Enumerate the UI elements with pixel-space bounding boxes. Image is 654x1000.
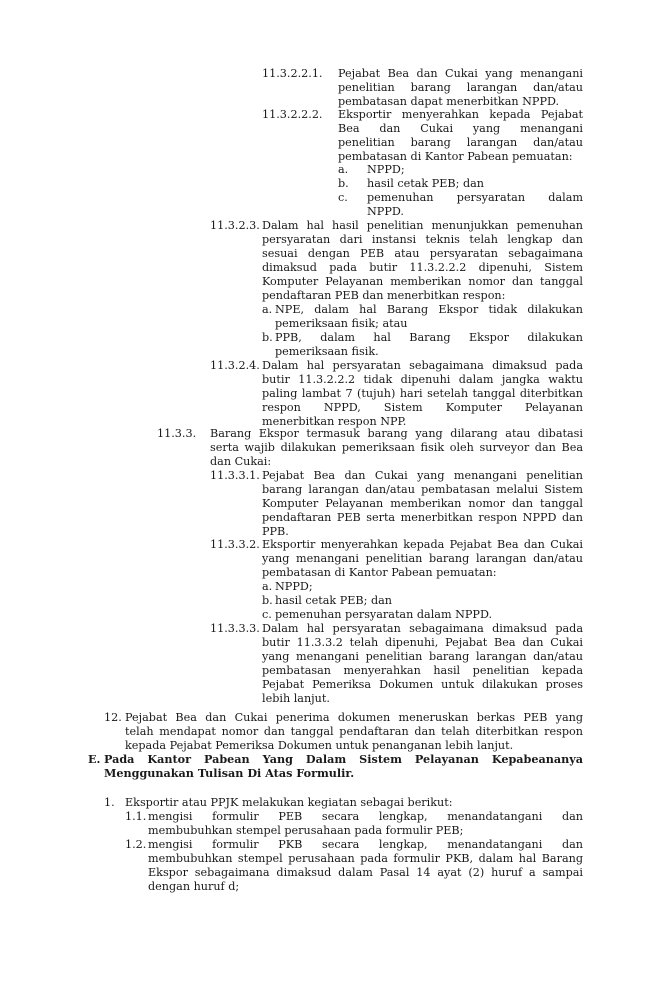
text-line: membubuhkan stempel perusahaan pada formulir PKB, dalam hal Barang [148,851,583,865]
item-number: 1. [104,796,115,809]
text-line: menerbitkan respon NPP. [262,414,407,428]
item-number: a. [262,580,273,593]
text-line: respon NPPD, Sistem Komputer Pelayanan [262,400,583,414]
item-number: 1.2. [125,838,147,851]
text-line: Dalam hal persyaratan sebagaimana dimaksud pada [262,359,583,372]
item-number: b. [338,177,349,190]
text-line: pembatasan di Kantor Pabean pemuatan: [338,149,573,163]
item-number: a. [262,303,273,316]
item-text [125,796,583,810]
text-line: penelitian barang larangan dan/atau [338,80,583,94]
item-text [210,427,583,469]
item-text [104,753,583,781]
item-number: c. [338,191,348,204]
item-number: 11.3.3.2. [210,538,260,551]
text-line: pendaftaran PEB dan menerbitkan respon: [262,288,506,302]
item-number: 11.3.2.2.2. [262,108,323,121]
text-line: yang menangani penelitian barang larangan dan/atau [262,551,583,565]
text-line: telah mendapat nomor dan tanggal pendaftaran dan telah diterbitkan respon [125,724,583,738]
text-line: kepada Pejabat Pemeriksa Dokumen untuk penanganan lebih lanjut. [125,738,514,752]
text-line: pendaftaran PEB serta menerbitkan respon NPPD dan [262,510,583,524]
text-line: dan Cukai: [210,454,272,468]
item-number: 1.1. [125,810,147,823]
item-text [262,538,583,580]
text-line: pembatasan menyerahkan hasil penelitian kepada [262,663,583,677]
text-line: hasil cetak PEB; dan [275,594,392,607]
text-line: sesuai dengan PEB atau persyaratan sebagaimana [262,246,583,260]
text-line: lebih lanjut. [262,691,330,705]
item-number: b. [262,594,273,607]
item-text [262,469,583,539]
item-text [275,580,583,594]
text-line: Ekspor sebagaimana dimaksud dalam Pasal 14 ayat (2) huruf a sampai [148,865,583,879]
text-line: pembatasan di Kantor Pabean pemuatan: [262,565,497,579]
text-line: serta wajib dilakukan pemeriksaan fisik oleh surveyor dan Bea [210,440,583,454]
text-line: Pejabat Bea dan Cukai yang menangani penelitian [262,469,583,482]
text-line: pemenuhan persyaratan dalam NPPD. [275,608,493,621]
text-line: Dalam hal persyaratan sebagaimana dimaksud pada [262,622,583,635]
text-line: Eksportir menyerahkan kepada Pejabat Bea dan Cukai [262,538,583,551]
item-text [262,622,583,705]
text-line: butir 11.3.3.2 telah dipenuhi, Pejabat Bea dan Cukai [262,635,583,649]
text-line: dengan huruf d; [148,879,240,893]
text-line: penelitian barang larangan dan/atau [338,135,583,149]
text-line: paling lambat 7 (tujuh) hari setelah tanggal diterbitkan [262,386,583,400]
text-line: persyaratan dari instansi teknis telah lengkap dan [262,232,583,246]
text-line: PPB, dalam hal Barang Ekspor dilakukan [275,331,583,344]
item-number: E. [88,752,101,766]
text-line: hasil cetak PEB; dan [367,177,484,190]
text-line: barang larangan dan/atau pembatasan melalui Sistem [262,482,583,496]
text-line: pemeriksaan fisik. [275,344,379,358]
text-line: Pejabat Pemeriksa Dokumen untuk dilakukan proses [262,677,583,691]
item-number: 12. [104,711,122,724]
text-line: NPPD; [367,163,405,176]
text-line: Eksportir menyerahkan kepada Pejabat [338,108,583,121]
item-text [367,163,583,177]
text-line: mengisi formulir PEB secara lengkap, menandatangani dan [148,810,583,823]
item-text [275,303,583,331]
item-number: 11.3.3.3. [210,622,260,635]
item-text [275,594,583,608]
text-line: Pejabat Bea dan Cukai penerima dokumen meneruskan berkas PEB yang [125,711,583,724]
item-number: 11.3.3.1. [210,469,260,482]
item-number: 11.3.2.3. [210,219,260,232]
text-line: pemenuhan persyaratan dalam [367,191,583,204]
item-text [367,177,583,191]
item-number: 11.3.3. [157,427,197,440]
text-line: Dalam hal hasil penelitian menunjukkan pemenuhan [262,219,583,232]
text-line: pemeriksaan fisik; atau [275,316,408,330]
text-line: NPPD; [275,580,313,593]
item-text [262,219,583,302]
text-line: Bea dan Cukai yang menangani [338,121,583,135]
item-text [367,191,583,219]
text-line: butir 11.3.2.2.2 tidak dipenuhi dalam jangka waktu [262,372,583,386]
item-number: 11.3.2.4. [210,359,260,372]
text-line: Pada Kantor Pabean Yang Dalam Sistem Pelayanan Kepabeananya [104,752,583,766]
text-line: NPPD. [367,204,404,218]
item-number: b. [262,331,273,344]
text-line: yang menangani penelitian barang larangan dan/atau [262,649,583,663]
item-text [148,810,583,838]
text-line: pembatasan dapat menerbitkan NPPD. [338,94,560,108]
text-line: mengisi formulir PKB secara lengkap, menandatangani dan [148,838,583,851]
item-number: 11.3.2.2.1. [262,67,323,80]
text-line: Eksportir atau PPJK melakukan kegiatan sebagai berikut: [125,796,453,809]
item-text [338,108,583,164]
item-text [275,331,583,359]
text-line: Komputer Pelayanan memberikan nomor dan tanggal [262,496,583,510]
item-text [148,838,583,894]
text-line: dimaksud pada butir 11.3.2.2.2 dipenuhi, Sistem [262,260,583,274]
text-line: membubuhkan stempel perusahaan pada formulir PEB; [148,823,464,837]
text-line: PPB. [262,524,289,538]
text-line: NPE, dalam hal Barang Ekspor tidak dilakukan [275,303,583,316]
item-text [338,67,583,109]
text-line: Komputer Pelayanan memberikan nomor dan tanggal [262,274,583,288]
item-number: a. [338,163,349,176]
item-text [262,359,583,429]
text-line: Menggunakan Tulisan Di Atas Formulir. [104,765,355,780]
item-number: c. [262,608,272,621]
item-text [125,711,583,753]
text-line: Barang Ekspor termasuk barang yang dilarang atau dibatasi [210,427,583,440]
text-line: Pejabat Bea dan Cukai yang menangani [338,67,583,80]
item-text [275,608,583,622]
